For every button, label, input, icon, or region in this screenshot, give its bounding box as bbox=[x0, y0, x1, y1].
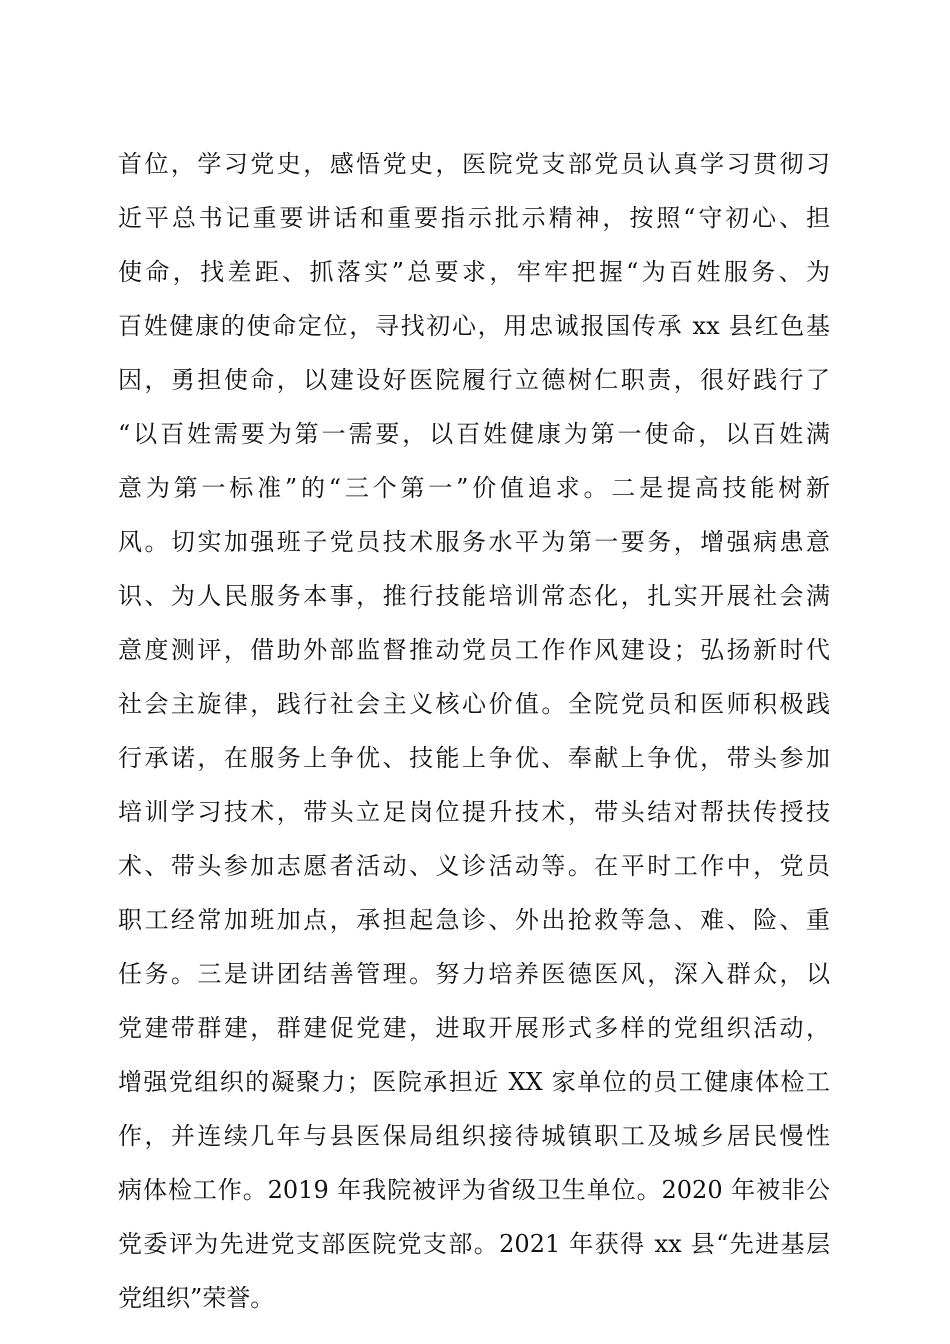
paragraph-line-11: 社会主旋律，践行社会主义核心价值。全院党员和医师积极践 bbox=[118, 690, 830, 718]
paragraph-line-1: 首位，学习党史，感悟党史，医院党支部党员认真学习贯彻习 bbox=[118, 150, 830, 178]
paragraph-line-22: 党组织”荣誉。 bbox=[118, 1284, 275, 1312]
paragraph-line-21: 党委评为先进党支部医院党支部。2021 年获得 xx 县“先进基层 bbox=[118, 1230, 830, 1258]
paragraph-line-7: 意为第一标准”的“三个第一”价值追求。二是提高技能树新 bbox=[118, 474, 830, 502]
paragraph-line-14: 术、带头参加志愿者活动、义诊活动等。在平时工作中，党员 bbox=[118, 852, 830, 880]
paragraph-line-5: 因，勇担使命，以建设好医院履行立德树仁职责，很好践行了 bbox=[118, 366, 830, 394]
paragraph-line-4: 百姓健康的使命定位，寻找初心，用忠诚报国传承 xx 县红色基 bbox=[118, 312, 830, 340]
paragraph-line-19: 作，并连续几年与县医保局组织接待城镇职工及城乡居民慢性 bbox=[118, 1122, 830, 1150]
paragraph-line-10: 意度测评，借助外部监督推动党员工作作风建设；弘扬新时代 bbox=[118, 636, 830, 664]
paragraph-line-13: 培训学习技术，带头立足岗位提升技术，带头结对帮扶传授技 bbox=[118, 798, 830, 826]
paragraph-line-3: 使命，找差距、抓落实”总要求，牢牢把握“为百姓服务、为 bbox=[118, 258, 830, 286]
paragraph-line-16: 任务。三是讲团结善管理。努力培养医德医风，深入群众，以 bbox=[118, 960, 830, 988]
paragraph-line-2: 近平总书记重要讲话和重要指示批示精神，按照“守初心、担 bbox=[118, 204, 830, 232]
body-paragraph bbox=[118, 137, 830, 1325]
paragraph-line-6: “以百姓需要为第一需要，以百姓健康为第一使命，以百姓满 bbox=[118, 420, 830, 448]
paragraph-line-17: 党建带群建，群建促党建，进取开展形式多样的党组织活动， bbox=[118, 1014, 830, 1042]
paragraph-line-9: 识、为人民服务本事，推行技能培训常态化，扎实开展社会满 bbox=[118, 582, 830, 610]
paragraph-line-12: 行承诺，在服务上争优、技能上争优、奉献上争优，带头参加 bbox=[118, 744, 830, 772]
paragraph-line-15: 职工经常加班加点，承担起急诊、外出抢救等急、难、险、重 bbox=[118, 906, 830, 934]
paragraph-line-8: 风。切实加强班子党员技术服务水平为第一要务，增强病患意 bbox=[118, 528, 830, 556]
paragraph-line-18: 增强党组织的凝聚力；医院承担近 XX 家单位的员工健康体检工 bbox=[118, 1068, 830, 1096]
paragraph-line-20: 病体检工作。2019 年我院被评为省级卫生单位。2020 年被非公 bbox=[118, 1176, 830, 1204]
